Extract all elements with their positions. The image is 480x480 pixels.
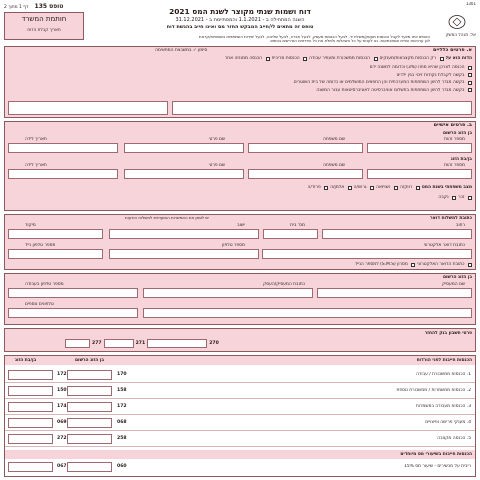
- section-a-title: א. פרטים כלליים: [433, 48, 472, 53]
- income-row-label: 1. הכנסות ממשכורת / עבודה: [416, 372, 471, 377]
- section-personal-details: [4, 121, 476, 211]
- gender-female-checkbox[interactable]: [452, 196, 456, 200]
- special-code-taxpayer: 060: [117, 464, 127, 469]
- account-number-input[interactable]: [147, 339, 207, 348]
- section-bank: [4, 328, 476, 352]
- income-taxpayer-input[interactable]: [67, 418, 112, 428]
- income-spouse-input[interactable]: [8, 402, 53, 412]
- notify-email-label: כתובת הדואר האלקטרוני: [417, 262, 465, 267]
- income-rows: [5, 367, 475, 447]
- work-phone-input[interactable]: [8, 288, 138, 298]
- email-label: כתובת דואר אלקטרוני: [423, 243, 465, 248]
- street-label: רחוב: [455, 223, 465, 228]
- section-employer: [4, 273, 476, 325]
- income-row-label: 2. הכנסות ממשמרות / ממשכורת נוספת: [396, 388, 471, 393]
- col-spouse-header: בן/בת הזוג: [15, 358, 37, 363]
- spouse-birthdate-input[interactable]: [8, 169, 118, 179]
- general-notes-field[interactable]: [172, 101, 472, 115]
- mobile-input[interactable]: [8, 249, 103, 259]
- special-taxpayer-input[interactable]: [67, 462, 112, 472]
- bank-title: פרטי חשבון בנק להחזר: [424, 331, 472, 336]
- form-code-label: טופס 135: [34, 3, 64, 10]
- marital-checkbox-4[interactable]: [348, 186, 352, 190]
- option-checkbox-2[interactable]: [374, 57, 378, 61]
- income-code-spouse: 272: [57, 436, 67, 441]
- taxpayer-firstname-input[interactable]: [124, 143, 244, 153]
- gender-male-label: זכר: [458, 195, 465, 200]
- section-c-note: יש לסמן את האפשרות המועדפת למשלוח הודעות: [125, 216, 210, 220]
- income-row-4: [5, 415, 475, 431]
- marital-checkbox-5[interactable]: [324, 186, 328, 190]
- income-spouse-input[interactable]: [8, 386, 53, 396]
- notify-email-checkbox[interactable]: [468, 263, 472, 267]
- form-subtitle-dates: השנה המתחילה ב - 1.1.2021 והמסתיימת ב - 31.12.2021: [175, 17, 305, 23]
- file-number-field[interactable]: [8, 101, 168, 115]
- employer-name-label: שם המעסיק: [442, 282, 465, 287]
- spouse-firstname-input[interactable]: [124, 169, 244, 179]
- option-label-1: רק הכנסות מקצבאות/מענקים: [379, 56, 437, 61]
- section-a-instructions: סימון ✓ במשבצת המתאימה: [155, 48, 208, 53]
- office-stamp-label: חותמת המשרד: [21, 15, 67, 23]
- gender-male-checkbox[interactable]: [468, 196, 472, 200]
- question-checkbox-4[interactable]: [468, 88, 472, 92]
- zip-label: מיקוד: [25, 223, 36, 228]
- marital-status-label: מצב משפחתי בשנת המס: [421, 185, 472, 190]
- email-input[interactable]: [262, 249, 472, 259]
- question-checkbox-3[interactable]: [468, 81, 472, 85]
- zip-input[interactable]: [8, 229, 103, 239]
- page-info: דף 1 מתוך 2: [4, 5, 29, 10]
- office-stamp-box: [4, 12, 84, 40]
- income-code-spouse: 172: [57, 372, 67, 377]
- special-rate-row-label: ריבית על מכשירים - שיעור מס 15%: [404, 464, 471, 469]
- ministry-logo: [440, 14, 474, 30]
- income-code-taxpayer: 170: [117, 372, 127, 377]
- section-income: [4, 355, 476, 477]
- income-row-label: 3. הכנסות מעבודה במשמרות: [415, 404, 471, 409]
- bank-code-2: 271: [135, 340, 146, 346]
- spouse-id-input[interactable]: [367, 169, 472, 179]
- special-rates-title: הכנסות חייבות בשיעורי מס מיוחדים: [400, 452, 472, 457]
- spouse-lastname-input[interactable]: [248, 169, 363, 179]
- section-e-title: הכנסות חייבות לפני הורדות: [416, 358, 472, 363]
- income-spouse-input[interactable]: [8, 418, 53, 428]
- taxpayer-firstname-label: שם פרטי: [208, 137, 225, 142]
- gender-female-label: נקבה: [438, 195, 449, 200]
- income-row-label: 5. הכנסה מקצבה: [437, 436, 471, 441]
- section-c-title: כתובת למשלוח דואר: [430, 216, 472, 221]
- phone-input[interactable]: [109, 249, 259, 259]
- spouse-lastname-label: שם משפחה: [323, 163, 345, 168]
- city-input[interactable]: [109, 229, 259, 239]
- option-checkbox-1[interactable]: [440, 57, 444, 61]
- employer-address-input[interactable]: [143, 288, 313, 298]
- option-checkbox-4[interactable]: [266, 57, 270, 61]
- extra-phones-input[interactable]: [8, 308, 138, 318]
- section-general-details: [4, 46, 476, 118]
- income-row-5: [5, 431, 475, 447]
- work-phone-label: מספר טלפון בעבודה: [25, 282, 64, 287]
- marital-option-5: פרוד/ה: [307, 185, 321, 190]
- report-type-row: [12, 56, 472, 61]
- notify-sms-label: מסרון (S.M.S) למספר הנייד: [354, 262, 408, 267]
- taxpayer-birthdate-label: תאריך לידה: [25, 137, 47, 142]
- form-subtitle-eligibility: טופס זה מתאים לי/חייב המבקש החזר מס ואינו חייב בהגשת דוח: [166, 24, 314, 30]
- extra-phones-label: טלפונים נוספים: [25, 302, 54, 307]
- city-label: ישוב: [237, 223, 245, 228]
- bank-number-input[interactable]: [65, 339, 90, 348]
- intro-text: [90, 35, 430, 44]
- income-row-label: 4. מענקי פרישה ופיצויים: [425, 420, 471, 425]
- street-input[interactable]: [322, 229, 472, 239]
- income-code-taxpayer: 172: [117, 404, 127, 409]
- bank-fields: [65, 339, 219, 348]
- income-row-1: [5, 367, 475, 383]
- report-type-label: הדוח הוא על: [445, 56, 472, 61]
- section-b-title: ב. פרטים אישיים: [433, 123, 472, 128]
- marital-checkbox-3[interactable]: [370, 186, 374, 190]
- emblem-icon: [447, 14, 467, 30]
- option-label-3: הכנסות מריבית: [271, 56, 300, 61]
- option-label-2: הכנסות ממשכורת ומעוזיר עבודה: [309, 56, 371, 61]
- section-contact: [4, 214, 476, 270]
- income-spouse-input[interactable]: [8, 434, 53, 444]
- form-code: [4, 4, 94, 11]
- taxpayer-birthdate-input[interactable]: [8, 143, 118, 153]
- employer-address-label: כתובת המעסיק/העסק: [263, 282, 305, 287]
- house-number-label: מס' בית: [290, 223, 305, 228]
- receipt-date-label: תאריך קבלת הדוח: [27, 27, 61, 33]
- marital-option-1: רווק/ה: [399, 185, 413, 190]
- income-taxpayer-input[interactable]: [67, 434, 112, 444]
- marital-option-4: אלמן/ה: [330, 185, 345, 190]
- spouse-firstname-label: שם פרטי: [208, 163, 225, 168]
- col-taxpayer-header: בן הזוג הרשום: [75, 358, 105, 363]
- marital-checkbox-1[interactable]: [416, 186, 420, 190]
- form-id: 1301: [465, 2, 476, 6]
- taxpayer-id-label: מספר זהות: [444, 137, 465, 142]
- income-spouse-input[interactable]: [8, 370, 53, 380]
- marital-checkbox-2[interactable]: [394, 186, 398, 190]
- taxpayer-lastname-label: שם משפחה: [323, 137, 345, 142]
- notification-options: [355, 262, 472, 267]
- intro-line-1: הטופס אינו מיועד לקבל הכנסות מעסק/משלח יד, לבעל הכנסות מעסק, לבעל חברה, לבעל שליטה, לבעל יחידות השתתפות בשותפות/קרנות: [199, 34, 430, 39]
- income-row-2: [5, 383, 475, 399]
- income-taxpayer-input[interactable]: [67, 402, 112, 412]
- house-number-input[interactable]: [263, 229, 318, 239]
- special-spouse-input[interactable]: [8, 462, 53, 472]
- taxpayer-id-input[interactable]: [367, 143, 472, 153]
- section-d-title: בן הזוג הרשום: [442, 275, 472, 280]
- question-checkbox-1[interactable]: [468, 66, 472, 70]
- income-taxpayer-input[interactable]: [67, 370, 112, 380]
- mobile-label: מספר טלפון נייד: [25, 243, 56, 248]
- form-title: דוח ושמות שנתי מקוצר לשנת המס 2021: [169, 7, 311, 16]
- question-4: בקשה מגדר להיוון השתתפות בתשלום אוניברסיטה לאוניברסיטאות עבור המשנה: [316, 87, 465, 93]
- phone-label: מספר טלפון: [222, 243, 245, 248]
- taxpayer-title: בן הזוג הרשום: [442, 131, 472, 136]
- employer-notes-input[interactable]: [143, 308, 472, 318]
- bank-code-3: 277: [92, 340, 102, 346]
- marital-status-row: [6, 185, 472, 190]
- spouse-birthdate-label: תאריך לידה: [25, 163, 47, 168]
- option-checkbox-3[interactable]: [303, 57, 307, 61]
- taxpayer-lastname-input[interactable]: [248, 143, 363, 153]
- intro-line-2: לכן ערכאות הוויית אסמכתאות. נא לענות על כל השאלות ולמלא את כל הפרטים הנדרשים בטופס: [270, 38, 430, 44]
- bank-code-1: 270: [209, 340, 219, 346]
- income-code-spouse: 150: [57, 388, 67, 393]
- income-code-taxpayer: 158: [117, 388, 127, 393]
- spouse-id-label: מספר זהות: [444, 163, 465, 168]
- special-code-spouse: 067: [57, 464, 67, 469]
- notify-sms-checkbox[interactable]: [411, 263, 415, 267]
- question-3: בקשה מגדר להיוון השתתפות המערכתית והן החפצים המושלמים או כדומה של בית השוטרים: [293, 80, 465, 86]
- question-checkbox-2[interactable]: [468, 73, 472, 77]
- gender-row: [438, 195, 472, 200]
- question-1: הכנסה לצרכן שהיא מחוז (3%) וכדומה למשנה ידם: [369, 65, 465, 70]
- question-2: בקשה לקבלת נקודות זיכוי בגין ילדים: [396, 72, 465, 78]
- general-questions: [6, 65, 472, 95]
- ministry-label: אל: מנהל המשק: [445, 33, 476, 37]
- income-row-3: [5, 399, 475, 415]
- marital-option-3: גרוש/ה: [353, 185, 367, 190]
- income-code-taxpayer: 068: [117, 420, 127, 425]
- income-code-spouse: 174: [57, 404, 67, 409]
- marital-option-2: נשוי/אה: [376, 185, 391, 190]
- income-code-taxpayer: 258: [117, 436, 127, 441]
- branch-number-input[interactable]: [104, 339, 134, 348]
- employer-name-input[interactable]: [317, 288, 472, 298]
- option-label-4: הכנסה ממנחה אחר: [224, 56, 263, 61]
- income-taxpayer-input[interactable]: [67, 386, 112, 396]
- spouse-title: בן/בת הזוג: [450, 157, 472, 162]
- income-code-spouse: 069: [57, 420, 67, 425]
